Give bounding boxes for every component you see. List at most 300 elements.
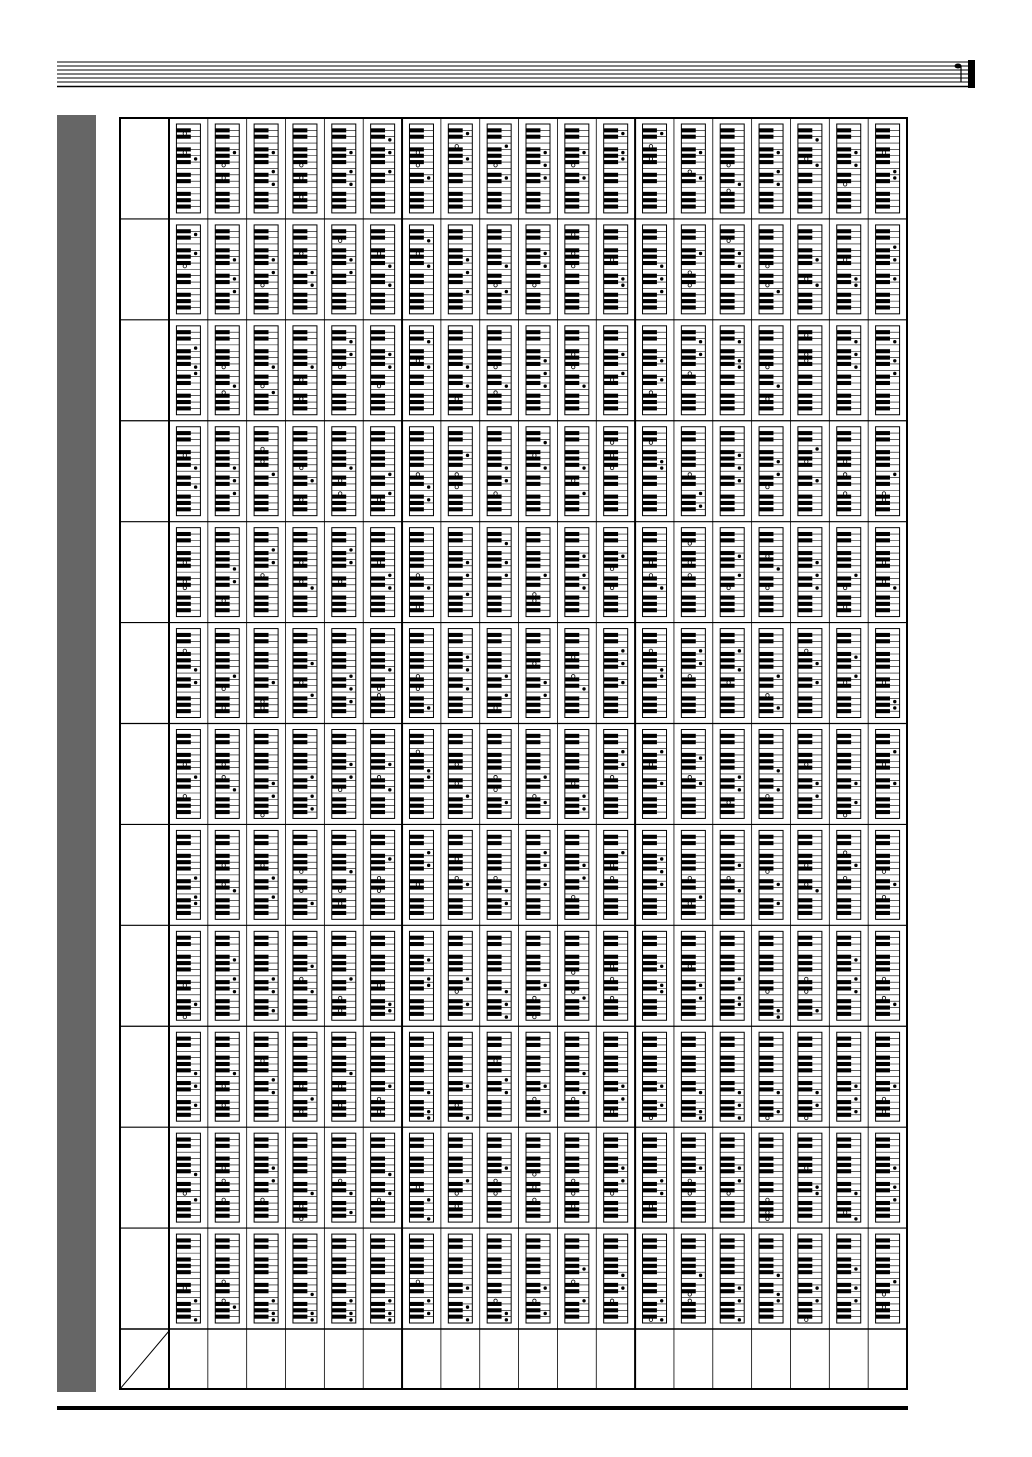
keyboard-diagram bbox=[643, 225, 667, 314]
chord-note-dot bbox=[222, 706, 225, 709]
chord-note-dot bbox=[233, 151, 236, 154]
chord-note-dot bbox=[466, 668, 469, 671]
chord-note-dot bbox=[533, 1185, 536, 1188]
keyboard-diagram bbox=[681, 730, 705, 819]
chord-note-dot bbox=[805, 1166, 808, 1169]
chord-note-dot bbox=[377, 687, 380, 690]
chord-note-dot bbox=[805, 334, 808, 337]
chord-note-dot bbox=[310, 990, 313, 993]
keyboard-diagram bbox=[371, 528, 395, 617]
chord-note-dot bbox=[843, 586, 846, 589]
chord-note-dot bbox=[610, 441, 613, 444]
chord-note-dot bbox=[777, 567, 780, 570]
chord-note-dot bbox=[893, 1280, 896, 1283]
keyboard-diagram bbox=[837, 931, 861, 1020]
chord-note-dot bbox=[222, 391, 225, 394]
chord-note-dot bbox=[349, 183, 352, 186]
keyboard-diagram bbox=[720, 427, 744, 516]
keyboard-diagram bbox=[409, 629, 433, 718]
chord-note-dot bbox=[300, 176, 303, 179]
chord-note-dot bbox=[766, 365, 769, 368]
chord-note-dot bbox=[854, 164, 857, 167]
chord-note-dot bbox=[815, 1009, 818, 1012]
chord-note-dot bbox=[699, 1091, 702, 1094]
chord-note-dot bbox=[427, 586, 430, 589]
keyboard-diagram bbox=[487, 124, 511, 213]
chord-note-dot bbox=[572, 252, 575, 255]
chord-note-dot bbox=[272, 473, 275, 476]
chord-note-dot bbox=[582, 794, 585, 797]
keyboard-diagram bbox=[837, 528, 861, 617]
chord-note-dot bbox=[427, 1217, 430, 1220]
chord-note-dot bbox=[272, 895, 275, 898]
keyboard-diagram bbox=[487, 427, 511, 516]
chord-note-dot bbox=[388, 1085, 391, 1088]
chord-note-dot bbox=[261, 700, 264, 703]
chord-note-dot bbox=[882, 977, 885, 980]
chord-note-dot bbox=[505, 1091, 508, 1094]
chord-note-dot bbox=[727, 189, 730, 192]
keyboard-diagram bbox=[876, 124, 900, 213]
keyboard-diagram bbox=[332, 931, 356, 1020]
chord-note-dot bbox=[494, 706, 497, 709]
keyboard-diagram bbox=[604, 528, 628, 617]
chord-note-dot bbox=[338, 479, 341, 482]
chord-note-dot bbox=[649, 561, 652, 564]
keyboard-diagram bbox=[604, 1234, 628, 1323]
chord-note-dot bbox=[660, 466, 663, 469]
chord-note-dot bbox=[349, 1299, 352, 1302]
keyboard-diagram bbox=[409, 427, 433, 516]
chord-note-dot bbox=[660, 378, 663, 381]
keyboard-diagram bbox=[409, 931, 433, 1020]
chord-note-dot bbox=[544, 466, 547, 469]
chord-note-dot bbox=[621, 157, 624, 160]
chord-note-dot bbox=[738, 479, 741, 482]
keyboard-diagram bbox=[565, 528, 589, 617]
chord-note-dot bbox=[815, 447, 818, 450]
chord-note-dot bbox=[416, 605, 419, 608]
keyboard-diagram bbox=[371, 830, 395, 919]
chord-note-dot bbox=[194, 1173, 197, 1176]
chord-note-dot bbox=[582, 151, 585, 154]
chord-note-dot bbox=[805, 649, 808, 652]
chord-note-dot bbox=[310, 965, 313, 968]
chord-note-dot bbox=[183, 763, 186, 766]
keyboard-diagram bbox=[332, 730, 356, 819]
chord-note-dot bbox=[194, 485, 197, 488]
chord-note-dot bbox=[261, 284, 264, 287]
chord-note-dot bbox=[621, 750, 624, 753]
chord-note-dot bbox=[582, 1091, 585, 1094]
keyboard-diagram bbox=[526, 730, 550, 819]
keyboard-diagram bbox=[215, 427, 239, 516]
chord-note-dot bbox=[427, 1198, 430, 1201]
chord-note-dot bbox=[183, 1286, 186, 1289]
keyboard-diagram bbox=[254, 1032, 278, 1121]
chord-note-dot bbox=[194, 1104, 197, 1107]
chord-note-dot bbox=[183, 1015, 186, 1018]
chord-note-dot bbox=[194, 372, 197, 375]
chord-note-dot bbox=[494, 788, 497, 791]
keyboard-diagram bbox=[215, 931, 239, 1020]
chord-note-dot bbox=[194, 252, 197, 255]
keyboard-diagram bbox=[681, 427, 705, 516]
chord-note-dot bbox=[494, 1059, 497, 1062]
chord-note-dot bbox=[660, 290, 663, 293]
chord-note-dot bbox=[310, 775, 313, 778]
chord-note-dot bbox=[727, 681, 730, 684]
chord-note-dot bbox=[738, 996, 741, 999]
chord-note-dot bbox=[893, 170, 896, 173]
chord-note-dot bbox=[338, 1104, 341, 1107]
chord-note-dot bbox=[194, 775, 197, 778]
chord-note-dot bbox=[610, 378, 613, 381]
chord-note-dot bbox=[893, 883, 896, 886]
chord-note-dot bbox=[427, 264, 430, 267]
chord-note-dot bbox=[349, 170, 352, 173]
keyboard-diagram bbox=[720, 326, 744, 415]
chord-note-dot bbox=[582, 864, 585, 867]
chord-note-dot bbox=[777, 675, 780, 678]
keyboard-diagram bbox=[371, 225, 395, 314]
keyboard-diagram bbox=[254, 1133, 278, 1222]
chord-note-dot bbox=[882, 870, 885, 873]
chord-note-dot bbox=[377, 384, 380, 387]
keyboard-diagram bbox=[643, 124, 667, 213]
chord-note-dot bbox=[272, 1179, 275, 1182]
keyboard-diagram bbox=[293, 629, 317, 718]
chord-note-dot bbox=[882, 1305, 885, 1308]
keyboard-diagram bbox=[604, 1032, 628, 1121]
chord-note-dot bbox=[893, 340, 896, 343]
chord-note-dot bbox=[766, 694, 769, 697]
keyboard-diagram bbox=[176, 629, 200, 718]
chord-note-dot bbox=[194, 233, 197, 236]
chord-note-dot bbox=[738, 1299, 741, 1302]
keyboard-diagram bbox=[876, 730, 900, 819]
chord-note-dot bbox=[544, 1286, 547, 1289]
chord-note-dot bbox=[738, 775, 741, 778]
chord-note-dot bbox=[300, 889, 303, 892]
keyboard-diagram bbox=[720, 629, 744, 718]
chord-note-dot bbox=[777, 151, 780, 154]
keyboard-diagram bbox=[759, 931, 783, 1020]
chord-note-dot bbox=[183, 151, 186, 154]
chord-note-dot bbox=[183, 794, 186, 797]
chord-note-dot bbox=[621, 372, 624, 375]
chord-note-dot bbox=[261, 706, 264, 709]
keyboard-diagram bbox=[215, 225, 239, 314]
chord-note-dot bbox=[427, 851, 430, 854]
keyboard-diagram bbox=[798, 830, 822, 919]
chord-note-dot bbox=[738, 788, 741, 791]
keyboard-diagram bbox=[409, 225, 433, 314]
keyboard-diagram bbox=[293, 124, 317, 213]
chord-note-dot bbox=[738, 555, 741, 558]
chord-note-dot bbox=[777, 473, 780, 476]
chord-note-dot bbox=[610, 466, 613, 469]
chord-note-dot bbox=[610, 586, 613, 589]
keyboard-diagram bbox=[798, 225, 822, 314]
keyboard-diagram bbox=[837, 1133, 861, 1222]
chord-note-dot bbox=[621, 681, 624, 684]
chord-note-dot bbox=[222, 1179, 225, 1182]
chord-note-dot bbox=[416, 252, 419, 255]
keyboard-diagram bbox=[409, 730, 433, 819]
keyboard-diagram bbox=[798, 528, 822, 617]
keyboard-diagram bbox=[604, 225, 628, 314]
chord-note-dot bbox=[572, 233, 575, 236]
chord-note-dot bbox=[233, 492, 236, 495]
chord-note-dot bbox=[621, 284, 624, 287]
chord-note-dot bbox=[854, 958, 857, 961]
keyboard-diagram bbox=[254, 124, 278, 213]
chord-note-dot bbox=[544, 151, 547, 154]
chord-note-dot bbox=[727, 586, 730, 589]
keyboard-diagram bbox=[643, 1032, 667, 1121]
chord-note-dot bbox=[300, 1110, 303, 1113]
chord-note-dot bbox=[183, 586, 186, 589]
chord-note-dot bbox=[272, 561, 275, 564]
chord-note-dot bbox=[621, 151, 624, 154]
chord-note-dot bbox=[777, 460, 780, 463]
keyboard-diagram bbox=[409, 326, 433, 415]
keyboard-diagram bbox=[371, 931, 395, 1020]
chord-note-dot bbox=[427, 984, 430, 987]
chord-note-dot bbox=[388, 763, 391, 766]
chord-note-dot bbox=[388, 668, 391, 671]
chord-note-dot bbox=[582, 807, 585, 810]
keyboard-diagram bbox=[409, 528, 433, 617]
chord-note-dot bbox=[882, 498, 885, 501]
chord-note-dot bbox=[533, 1097, 536, 1100]
chord-note-dot bbox=[621, 277, 624, 280]
keyboard-diagram bbox=[604, 326, 628, 415]
keyboard-diagram bbox=[448, 528, 472, 617]
keyboard-diagram bbox=[293, 427, 317, 516]
keyboard-diagram bbox=[798, 730, 822, 819]
chord-note-dot bbox=[544, 1110, 547, 1113]
keyboard-diagram bbox=[332, 124, 356, 213]
chord-note-dot bbox=[544, 694, 547, 697]
chord-note-dot bbox=[544, 164, 547, 167]
chord-note-dot bbox=[272, 1318, 275, 1321]
chord-note-dot bbox=[310, 662, 313, 665]
chord-note-dot bbox=[610, 567, 613, 570]
keyboard-diagram bbox=[448, 225, 472, 314]
chord-note-dot bbox=[194, 1318, 197, 1321]
chord-note-dot bbox=[272, 876, 275, 879]
chord-note-dot bbox=[338, 580, 341, 583]
chord-note-dot bbox=[233, 466, 236, 469]
keyboard-diagram bbox=[798, 931, 822, 1020]
chord-note-dot bbox=[455, 1205, 458, 1208]
chord-note-dot bbox=[349, 870, 352, 873]
chord-note-dot bbox=[572, 1205, 575, 1208]
keyboard-diagram bbox=[565, 1032, 589, 1121]
keyboard-diagram bbox=[604, 730, 628, 819]
chord-note-dot bbox=[854, 284, 857, 287]
chord-note-dot bbox=[494, 391, 497, 394]
chord-note-dot bbox=[777, 1009, 780, 1012]
chord-note-dot bbox=[416, 574, 419, 577]
chord-note-dot bbox=[805, 359, 808, 362]
chord-note-dot bbox=[854, 1217, 857, 1220]
chord-note-dot bbox=[505, 1166, 508, 1169]
chord-note-dot bbox=[466, 1305, 469, 1308]
chord-note-dot bbox=[843, 473, 846, 476]
chord-note-dot bbox=[233, 290, 236, 293]
keyboard-diagram bbox=[293, 225, 317, 314]
chord-note-dot bbox=[738, 340, 741, 343]
chord-note-dot bbox=[194, 902, 197, 905]
chord-note-dot bbox=[777, 902, 780, 905]
chord-note-dot bbox=[533, 662, 536, 665]
chord-note-dot bbox=[466, 132, 469, 135]
chord-note-dot bbox=[194, 876, 197, 879]
chord-note-dot bbox=[300, 580, 303, 583]
chord-note-dot bbox=[854, 365, 857, 368]
keyboard-diagram bbox=[526, 326, 550, 415]
keyboard-diagram bbox=[604, 124, 628, 213]
chord-note-dot bbox=[377, 876, 380, 879]
chord-note-dot bbox=[505, 384, 508, 387]
chord-note-dot bbox=[349, 151, 352, 154]
chord-note-dot bbox=[544, 851, 547, 854]
chord-note-dot bbox=[466, 1286, 469, 1289]
keyboard-diagram bbox=[526, 830, 550, 919]
keyboard-diagram bbox=[681, 629, 705, 718]
chord-note-dot bbox=[572, 1280, 575, 1283]
chord-note-dot bbox=[222, 1280, 225, 1283]
keyboard-diagram bbox=[409, 1032, 433, 1121]
chord-note-dot bbox=[466, 384, 469, 387]
chord-note-dot bbox=[582, 1267, 585, 1270]
chord-note-dot bbox=[222, 687, 225, 690]
chord-note-dot bbox=[300, 466, 303, 469]
chord-note-dot bbox=[882, 763, 885, 766]
chord-note-dot bbox=[882, 681, 885, 684]
keyboard-diagram bbox=[215, 1032, 239, 1121]
keyboard-diagram bbox=[448, 326, 472, 415]
keyboard-diagram bbox=[643, 830, 667, 919]
keyboard-diagram bbox=[526, 1133, 550, 1222]
chord-note-dot bbox=[338, 1009, 341, 1012]
chord-note-dot bbox=[233, 277, 236, 280]
chord-note-dot bbox=[222, 164, 225, 167]
chord-note-dot bbox=[699, 1110, 702, 1113]
chord-note-dot bbox=[610, 258, 613, 261]
chord-note-dot bbox=[854, 1299, 857, 1302]
chord-note-dot bbox=[466, 454, 469, 457]
chord-note-dot bbox=[544, 1085, 547, 1088]
chord-note-dot bbox=[893, 258, 896, 261]
chord-note-dot bbox=[610, 965, 613, 968]
chord-note-dot bbox=[272, 548, 275, 551]
keyboard-diagram bbox=[409, 1133, 433, 1222]
keyboard-diagram bbox=[565, 931, 589, 1020]
chord-note-dot bbox=[455, 876, 458, 879]
chord-note-dot bbox=[427, 1110, 430, 1113]
keyboard-diagram bbox=[176, 730, 200, 819]
chord-note-dot bbox=[738, 252, 741, 255]
chord-note-dot bbox=[233, 990, 236, 993]
chord-note-dot bbox=[777, 706, 780, 709]
chord-note-dot bbox=[427, 1091, 430, 1094]
keyboard-diagram bbox=[293, 528, 317, 617]
chord-note-dot bbox=[572, 1192, 575, 1195]
chord-note-dot bbox=[349, 340, 352, 343]
chord-note-dot bbox=[882, 561, 885, 564]
chord-note-dot bbox=[893, 245, 896, 248]
chord-note-dot bbox=[766, 555, 769, 558]
chord-note-dot bbox=[533, 593, 536, 596]
chord-note-dot bbox=[660, 586, 663, 589]
keyboard-diagram bbox=[565, 225, 589, 314]
chord-note-dot bbox=[854, 1110, 857, 1113]
chord-note-dot bbox=[194, 1003, 197, 1006]
chord-note-dot bbox=[815, 782, 818, 785]
keyboard-diagram bbox=[293, 730, 317, 819]
chord-note-dot bbox=[544, 775, 547, 778]
keyboard-diagram bbox=[254, 326, 278, 415]
chord-note-dot bbox=[505, 675, 508, 678]
keyboard-diagram bbox=[565, 1234, 589, 1323]
chord-note-dot bbox=[505, 1318, 508, 1321]
keyboard-diagram bbox=[176, 528, 200, 617]
keyboard-diagram bbox=[215, 629, 239, 718]
keyboard-diagram bbox=[876, 326, 900, 415]
chord-note-dot bbox=[455, 145, 458, 148]
chord-note-dot bbox=[183, 264, 186, 267]
chord-note-dot bbox=[572, 264, 575, 267]
chord-note-dot bbox=[338, 239, 341, 242]
chord-note-dot bbox=[494, 284, 497, 287]
chord-note-dot bbox=[310, 271, 313, 274]
chord-note-dot bbox=[338, 889, 341, 892]
chord-note-dot bbox=[416, 151, 419, 154]
chord-note-dot bbox=[349, 977, 352, 980]
chord-note-dot bbox=[699, 662, 702, 665]
chord-note-dot bbox=[572, 164, 575, 167]
keyboard-diagram bbox=[565, 629, 589, 718]
chord-note-dot bbox=[505, 1003, 508, 1006]
chord-note-dot bbox=[261, 814, 264, 817]
keyboard-diagram bbox=[759, 629, 783, 718]
chord-note-dot bbox=[815, 138, 818, 141]
chord-note-dot bbox=[388, 264, 391, 267]
chord-note-dot bbox=[777, 1299, 780, 1302]
chord-note-dot bbox=[183, 580, 186, 583]
chord-note-dot bbox=[388, 170, 391, 173]
chord-note-dot bbox=[660, 984, 663, 987]
keyboard-diagram bbox=[487, 1234, 511, 1323]
chord-note-dot bbox=[183, 649, 186, 652]
chord-note-dot bbox=[893, 782, 896, 785]
chord-note-dot bbox=[300, 870, 303, 873]
chord-note-dot bbox=[416, 359, 419, 362]
keyboard-diagram bbox=[526, 629, 550, 718]
keyboard-diagram bbox=[837, 326, 861, 415]
chord-note-dot bbox=[466, 271, 469, 274]
chord-note-dot bbox=[572, 675, 575, 678]
chord-note-dot bbox=[649, 763, 652, 766]
chord-note-dot bbox=[466, 687, 469, 690]
keyboard-diagram bbox=[720, 1133, 744, 1222]
chord-note-dot bbox=[544, 359, 547, 362]
chord-note-dot bbox=[582, 586, 585, 589]
